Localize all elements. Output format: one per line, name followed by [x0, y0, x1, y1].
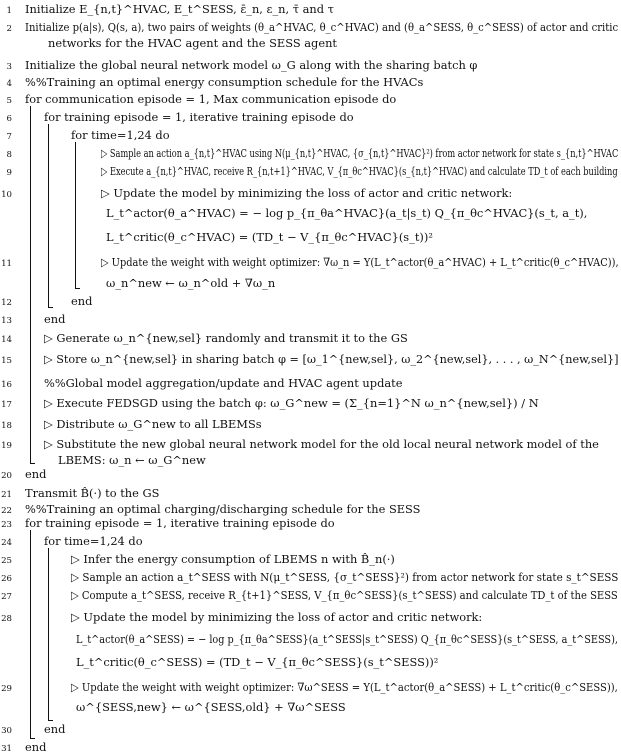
line-number: 15 [1, 356, 12, 366]
line-text: for training episode = 1, iterative training episode do [25, 516, 335, 530]
line-text: ▷ Update the weight with weight optimizer: ∇ω_n = Υ(L_t^actor(θ_a^HVAC) + L_t^critic(θ_c^HVAC)), [101, 255, 619, 269]
line-text: end [44, 312, 66, 326]
line-text: ▷ Compute a_t^SESS, receive R_{t+1}^SESS, V_{π_θc^SESS}(s_t^SESS) and calculate TD_t of the SESS [71, 588, 618, 602]
scope-hook-for-time-sess [48, 720, 53, 721]
line-text: for time=1,24 do [71, 128, 170, 142]
line-text: ▷ Execute a_{n,t}^HVAC, receive R_{n,t+1}^HVAC, V_{π_θc^HVAC}(s_{n,t}^HVAC) and calculate TD_t of each building [101, 164, 618, 178]
line-text: Initialize E_{n,t}^HVAC, E_t^SESS, ε̄_n, ε_n, τ̄ and τ [25, 2, 334, 16]
scope-bar-for-time-hvac [75, 142, 76, 288]
line-number: 25 [1, 556, 12, 566]
line-text: ▷ Sample an action a_{n,t}^HVAC using N(μ_{n,t}^HVAC, {σ_{n,t}^HVAC}²) from actor network for state s_{n,t}^HVAC [101, 146, 619, 160]
line-text: L_t^actor(θ_a^SESS) = − log p_{π_θa^SESS}(a_t^SESS|s_t^SESS) Q_{π_θc^SESS}(s_t^SESS, a_t^SESS), [76, 632, 618, 646]
scope-bar-for-training-hvac [48, 124, 49, 307]
line-number: 12 [1, 298, 12, 308]
line-number: 13 [1, 316, 12, 326]
scope-bar-for-time-sess [48, 548, 49, 720]
line-number: 16 [1, 380, 12, 390]
line-text: %%Training an optimal charging/discharging schedule for the SESS [25, 502, 421, 516]
line-text: Initialize p(a|s), Q(s, a), two pairs of weights (θ_a^HVAC, θ_c^HVAC) and (θ_a^SESS, θ_c^SESS) of actor and critic [25, 20, 619, 34]
line-number: 23 [1, 520, 12, 530]
line-number: 20 [1, 471, 12, 481]
line-text: L_t^critic(θ_c^HVAC) = (TD_t − V_{π_θc^HVAC}(s_t))² [106, 230, 433, 244]
line-number: 28 [1, 614, 12, 624]
line-text: networks for the HVAC agent and the SESS agent [48, 36, 337, 50]
line-text: end [25, 740, 47, 754]
line-text: Initialize the global neural network model ω_G along with the sharing batch φ [25, 58, 478, 72]
line-number: 29 [1, 684, 12, 694]
line-number: 3 [6, 62, 12, 72]
scope-bar-for-communication [30, 106, 31, 463]
line-text: end [71, 294, 93, 308]
line-text: ω_n^new ← ω_n^old + ∇ω_n [106, 276, 276, 290]
line-number: 5 [6, 96, 12, 106]
line-text: %%Global model aggregation/update and HVAC agent update [44, 376, 403, 390]
line-number: 6 [6, 114, 12, 124]
line-number: 17 [1, 400, 12, 410]
scope-hook-for-training-hvac [48, 307, 53, 308]
line-text: ▷ Sample an action a_t^SESS with N(μ_t^SESS, {σ_t^SESS}²) from actor network for state s_t^SESS [71, 570, 619, 584]
line-number: 31 [1, 744, 12, 754]
line-number: 26 [1, 574, 12, 584]
line-text: %%Training an optimal energy consumption schedule for the HVACs [25, 75, 424, 89]
line-text: LBEMS: ω_n ← ω_G^new [58, 453, 206, 467]
line-text: ▷ Store ω_n^{new,sel} in sharing batch φ = [ω_1^{new,sel}, ω_2^{new,sel}, . . . , ω_N^{new,sel}] [44, 352, 619, 366]
line-text: ▷ Execute FEDSGD using the batch φ: ω_G^new = (Σ_{n=1}^N ω_n^{new,sel}) / N [44, 396, 539, 410]
line-text: L_t^actor(θ_a^HVAC) = − log p_{π_θa^HVAC}(a_t|s_t) Q_{π_θc^HVAC}(s_t, a_t), [106, 206, 588, 220]
line-text: L_t^critic(θ_c^SESS) = (TD_t − V_{π_θc^SESS}(s_t^SESS))² [76, 655, 439, 669]
line-text: ▷ Update the model by minimizing the loss of actor and critic network: [101, 186, 513, 200]
scope-bar-for-training-sess [30, 530, 31, 738]
line-number: 19 [1, 441, 12, 451]
scope-hook-for-communication [30, 463, 35, 464]
scope-hook-for-training-sess [30, 738, 35, 739]
line-number: 21 [1, 490, 12, 500]
scope-hook-for-time-hvac [75, 288, 80, 289]
line-number: 8 [6, 150, 12, 160]
line-text: Transmit B̂(·) to the GS [25, 486, 160, 500]
line-text: ω^{SESS,new} ← ω^{SESS,old} + ∇ω^SESS [76, 700, 346, 714]
line-number: 27 [1, 592, 12, 602]
line-text: ▷ Update the weight with weight optimizer: ∇ω^SESS = Υ(L_t^actor(θ_a^SESS) + L_t^critic(θ_c^SESS)), [71, 680, 618, 694]
line-text: end [44, 722, 66, 736]
line-text: ▷ Generate ω_n^{new,sel} randomly and transmit it to the GS [44, 331, 408, 345]
line-number: 24 [1, 538, 12, 548]
line-number: 22 [1, 506, 12, 516]
line-number: 30 [1, 726, 12, 736]
line-number: 7 [6, 132, 12, 142]
line-text: for communication episode = 1, Max communication episode do [25, 92, 397, 106]
line-text: end [25, 467, 47, 481]
line-text: ▷ Infer the energy consumption of LBEMS n with B̂_n(·) [71, 552, 395, 566]
line-text: for time=1,24 do [44, 534, 143, 548]
line-number: 4 [6, 79, 12, 89]
line-number: 14 [1, 335, 12, 345]
line-number: 2 [6, 24, 12, 34]
line-text: for training episode = 1, iterative training episode do [44, 110, 354, 124]
line-number: 11 [1, 259, 12, 269]
line-number: 18 [1, 421, 12, 431]
line-text: ▷ Update the model by minimizing the loss of actor and critic network: [71, 610, 483, 624]
line-text: ▷ Substitute the new global neural network model for the old local neural network model of the [44, 437, 599, 451]
line-number: 9 [6, 168, 12, 178]
line-number: 10 [1, 190, 12, 200]
line-number: 1 [6, 6, 12, 16]
line-text: ▷ Distribute ω_G^new to all LBEMSs [44, 417, 262, 431]
